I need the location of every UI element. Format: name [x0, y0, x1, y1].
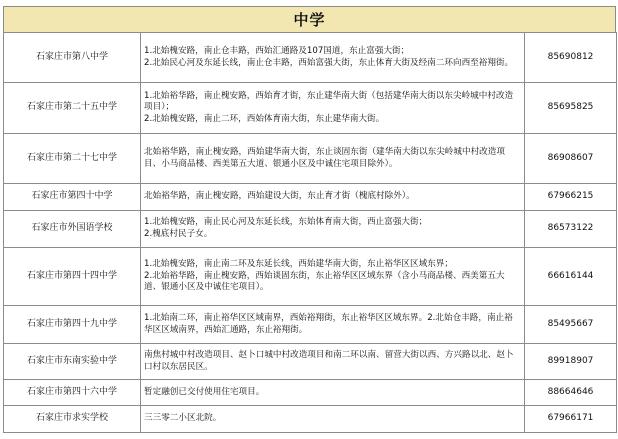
- school-name: 石家庄市求实学校: [4, 406, 141, 433]
- school-name: 石家庄市第四十六中学: [4, 380, 141, 406]
- phone-number: 85495667: [525, 306, 617, 344]
- school-name: 石家庄市第二十七中学: [4, 134, 141, 184]
- school-name: 石家庄市第四十四中学: [4, 248, 141, 306]
- table-row: [4, 344, 617, 380]
- table-row: [4, 306, 617, 344]
- school-name: 石家庄市第八中学: [4, 33, 141, 83]
- enrollment-scope: [141, 134, 525, 184]
- scope-line: 1.北始槐安路，南止南二环及东延长线，西始建华南大街，东止裕华区区域东界；: [144, 259, 453, 270]
- phone-number: 66616144: [525, 248, 617, 306]
- scope-line: 北始裕华路，南止槐安路，西始建华南大街，东止谈固东街（建华南大街以东尖岭城中村改造项目、小马商品楼、西美第五大道、银通小区及中诚住宅项目除外）。: [144, 146, 505, 169]
- phone-number: 89918907: [525, 344, 617, 380]
- enrollment-scope: [141, 184, 525, 211]
- phone-number: 67966215: [525, 184, 617, 211]
- enrollment-scope: [141, 306, 525, 344]
- table-row: [4, 184, 617, 211]
- school-zone-table: [3, 32, 617, 433]
- phone-number: 86573122: [525, 211, 617, 248]
- phone-number: 85690812: [525, 33, 617, 83]
- scope-line: 暂定融创已交付使用住宅项目。: [144, 386, 265, 397]
- scope-line: 2.槐底村民子女。: [144, 229, 213, 239]
- table-body: [4, 33, 617, 433]
- scope-line: 1.北始槐安路，南止民心河及东延长线，东始体育南大街，西止富强大街；: [144, 217, 428, 228]
- table-row: [4, 211, 617, 248]
- school-name: 石家庄市东南实验中学: [4, 344, 141, 380]
- scope-line: 1.北始裕华路，南止槐安路，西始育才街，东止建华南大街（包括建华南大街以东尖岭城中村改造项目）；: [144, 90, 514, 113]
- table-row: [4, 406, 617, 433]
- school-name: 石家庄市第四十中学: [4, 184, 141, 211]
- table-row: [4, 33, 617, 83]
- scope-line: 2.北始民心河及东延长线，南止仓丰路，西始富强大街，东止体育大街及经南二环向西至裕翔街。: [144, 57, 514, 68]
- phone-number: 86908607: [525, 134, 617, 184]
- enrollment-scope: [141, 406, 525, 433]
- table-row: [4, 248, 617, 306]
- scope-line: 南焦村城中村改造项目、赵卜口城中村改造项目和南二环以南、留营大街以西、方兴路以北、赵卜口村以东居民区。: [144, 349, 514, 372]
- school-name: 石家庄市第二十五中学: [4, 83, 141, 134]
- scope-line: 2.北始槐安路，南止二环，西始体育南大街，东止建华南大街。: [144, 113, 385, 124]
- enrollment-scope: [141, 33, 525, 83]
- scope-line: 2.北始裕华路，南止槐安路，西始谈固东街，东止裕华区区域东界（含小马商品楼、西美第五大道、银通小区及中诚住宅项目）。: [144, 270, 505, 293]
- scope-line: 三三零二小区北院。: [144, 413, 222, 424]
- table-row: [4, 380, 617, 406]
- table-row: [4, 134, 617, 184]
- enrollment-scope: [141, 248, 525, 306]
- enrollment-scope: [141, 344, 525, 380]
- enrollment-scope: [141, 211, 525, 248]
- phone-number: 88664646: [525, 380, 617, 406]
- enrollment-scope: [141, 380, 525, 406]
- section-header: 中学: [3, 6, 616, 33]
- scope-line: 北始裕华路，南止槐安路，西始建设大街，东止育才街（槐底村除外）。: [144, 191, 415, 202]
- school-name: 石家庄市外国语学校: [4, 211, 141, 248]
- school-name: 石家庄市第四十九中学: [4, 306, 141, 344]
- phone-number: 67966171: [525, 406, 617, 433]
- table-row: [4, 83, 617, 134]
- scope-line: 1.北始南二环，南止裕华区区域南界，西始裕翔街，东止裕华区区域东界。2.北始仓丰路，南止裕华区区域南界，西始汇通路，东止裕翔街。: [144, 312, 513, 335]
- phone-number: 85695825: [525, 83, 617, 134]
- scope-line: 1.北始槐安路，南止仓丰路，西始汇通路及107国道，东止富强大街；: [144, 45, 410, 56]
- enrollment-scope: [141, 83, 525, 134]
